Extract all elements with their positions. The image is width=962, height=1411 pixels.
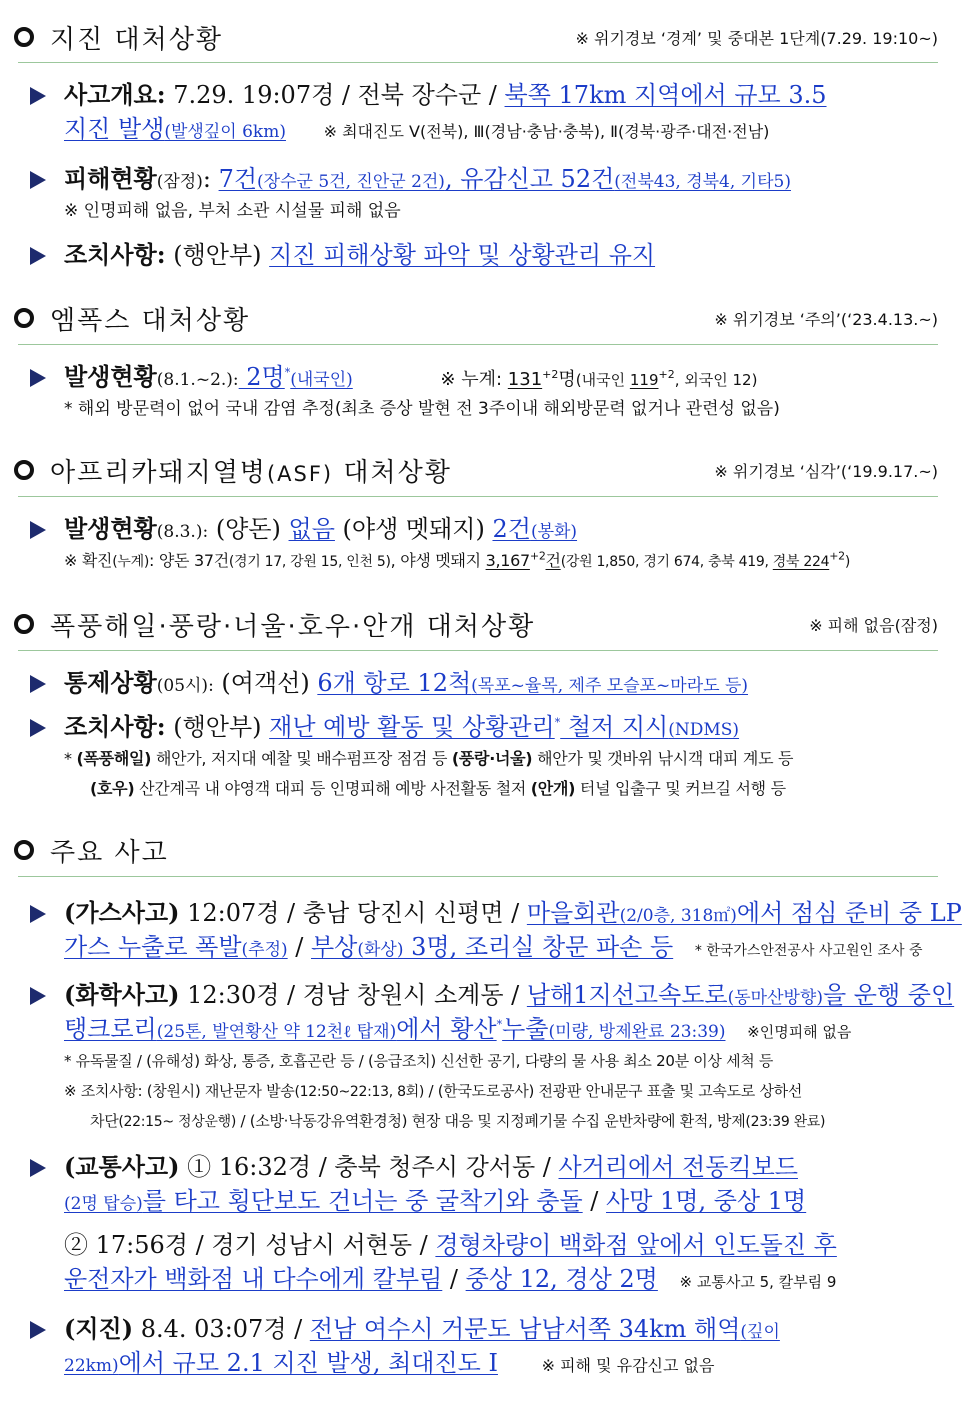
title-part: (ASF) [266, 461, 334, 486]
text-bold: (폭풍해일) [76, 749, 152, 768]
text-plain: / [442, 1265, 466, 1293]
item-chemical-accident [22, 978, 955, 1136]
section-note: ※ 위기경보 ‘심각’(‘19.9.17.~) [714, 461, 938, 481]
text-bold: (안개) [530, 779, 576, 798]
item-label: (화학사고) [64, 980, 180, 1009]
text-underlined: 131 [507, 369, 543, 390]
text-highlight: 지진 발생 [64, 115, 165, 143]
circle-bullet-icon [14, 614, 34, 634]
circle-bullet-icon [14, 460, 34, 480]
text-plain: / [582, 1187, 607, 1215]
text-plain: / (소방·낙동강유역환경청) 현장 대응 및 지정폐기물 수집 운반차량에 환적, 방제 [236, 1112, 746, 1130]
text-highlight: 에서 점심 준비 중 LP [736, 899, 962, 927]
sub-note [22, 774, 938, 804]
text-plain: ※ 확진 [64, 551, 113, 570]
item-label: 발생현황 [64, 362, 157, 391]
section-header-asf [14, 450, 938, 490]
text-highlight-small: (봉화) [530, 522, 578, 542]
text-bold: (호우) [90, 779, 135, 798]
text-plain: ② 17:56경 / 경기 성남시 서현동 / [64, 1231, 436, 1259]
count-note: ※ 교통사고 5, 칼부림 9 [679, 1273, 837, 1291]
text-line [22, 238, 938, 272]
text-small: (23:39 완료) [745, 1114, 826, 1130]
text-plain: (내국인 [575, 371, 630, 389]
text-highlight: , 유감신고 52건 [444, 165, 615, 193]
title-part: 아프리카돼지열병 [50, 457, 267, 488]
footnote-mark: * [554, 716, 561, 729]
text-highlight: 2건 [492, 515, 531, 543]
superscript: +2 [542, 368, 559, 381]
divider [18, 650, 938, 651]
section-header-mpox [14, 298, 938, 338]
casualty-note: ※인명피해 없음 [747, 1023, 852, 1041]
triangle-bullet-icon [30, 987, 46, 1005]
section-title: 폭풍해일·풍랑·너울·호우·안개 대처상황 [50, 611, 536, 642]
text-small: (22:15~ 정상운행) [118, 1114, 237, 1130]
text-highlight: 운전자가 백화점 내 다수에게 칼부림 [64, 1265, 443, 1293]
superscript: +2 [829, 549, 845, 563]
section-header-accidents [14, 830, 938, 870]
item-earthquake-damage [22, 162, 938, 226]
text-plain: ※ 조치사항: (창원시) 재난문자 발송 [64, 1082, 295, 1100]
text-plain: 12:07경 / 충남 당진시 신평면 / [179, 899, 527, 927]
footnote-mark: * [496, 1018, 503, 1031]
text-plain: / [287, 933, 311, 961]
text-highlight: 에서 황산 [396, 1015, 497, 1043]
sub-note [22, 1106, 938, 1136]
superscript: +2 [529, 549, 546, 563]
text-plain: , 야생 멧돼지 [390, 551, 486, 570]
triangle-bullet-icon [30, 1159, 46, 1177]
triangle-bullet-icon [30, 905, 46, 923]
text-highlight: 없음 [288, 515, 335, 543]
text-plain: : 양돈 37건 [149, 551, 229, 570]
section-note: ※ 피해 없음(잠정) [809, 615, 938, 635]
item-mpox-status [22, 360, 938, 424]
section-header-storm [14, 604, 938, 644]
text-highlight-small: (동마산방향) [727, 988, 823, 1008]
sub-note [22, 546, 938, 576]
triangle-bullet-icon [30, 675, 46, 693]
text-highlight-small: (깊이 [740, 1322, 780, 1342]
item-label-small: (8.3.): [156, 522, 209, 542]
text-plain: 12:30경 / 경남 창원시 소계동 / [179, 981, 527, 1009]
text-highlight-small: (미량, 방제완료 23:39) [548, 1022, 726, 1042]
sub-note [22, 744, 938, 774]
text-line [22, 930, 938, 964]
text-small: (경기 17, 강원 15, 인천 5) [228, 554, 391, 570]
text-highlight: 경형차량이 백화점 앞에서 인도돌진 후 [435, 1231, 837, 1259]
text-underlined: 건 [545, 551, 561, 570]
item-label: 사고개요: [64, 80, 166, 109]
item-asf-status [22, 512, 938, 576]
text-highlight-small: (2/0층, 318㎡) [619, 906, 737, 926]
text-plain: 7.29. 19:07경 / 전북 장수군 / [165, 81, 505, 109]
superscript: +2 [658, 368, 675, 381]
item-traffic-accident [22, 1150, 938, 1296]
text-highlight-small: (내국인) [290, 370, 353, 390]
text-plain: (행안부) [165, 713, 270, 741]
item-earthquake-summary [22, 78, 938, 146]
divider [18, 344, 938, 345]
text-line [22, 1312, 938, 1346]
text-plain: * [64, 749, 77, 768]
item-gas-accident [22, 896, 962, 964]
text-line [22, 78, 938, 112]
text-highlight: 를 타고 횡단보도 건너는 중 굴착기와 충돌 [142, 1187, 583, 1215]
item-label: 조치사항: [64, 712, 166, 741]
text-highlight-small: (목포~율목, 제주 모슬포~마라도 등) [471, 676, 749, 696]
divider [18, 496, 938, 497]
triangle-bullet-icon [30, 87, 46, 105]
text-highlight-small: (장수군 5건, 진안군 2건) [257, 172, 445, 192]
sub-note: * 해외 방문력이 없어 국내 감염 추정(최초 증상 발현 전 3주이내 해외방문력 없거나 관련성 없음) [64, 399, 780, 419]
text-underlined: 경북 224 [772, 554, 830, 570]
text-plain: / (한국도로공사) 전광판 안내문구 표출 및 고속도로 상하선 [424, 1082, 803, 1100]
text-small: (누계) [112, 554, 149, 570]
text-plain: (여객선) [213, 669, 318, 697]
text-highlight: 부상 [311, 933, 358, 961]
item-storm-control [22, 666, 938, 700]
section-title [50, 452, 452, 489]
triangle-bullet-icon [30, 521, 46, 539]
section-title: 엠폭스 대처상황 [50, 305, 251, 336]
text-highlight-small: (25톤, 발연황산 약 12천ℓ 탑재) [156, 1022, 397, 1042]
text-plain: (양돈) [208, 515, 289, 543]
text-line [22, 1184, 938, 1218]
text-highlight: 사거리에서 전동킥보드 [558, 1153, 798, 1181]
investigation-note: * 한국가스안전공사 사고원인 조사 중 [694, 943, 923, 959]
text-highlight-small: (발생깊이 6km) [164, 122, 286, 142]
text-highlight: 가스 누출로 폭발 [64, 933, 242, 961]
text-plain: 해안가, 저지대 예찰 및 배수펌프장 점검 등 [151, 749, 452, 768]
item-storm-action [22, 710, 938, 804]
text-highlight: 을 운행 중인 [822, 981, 955, 1009]
section-title: 주요 사고 [50, 837, 169, 868]
text-highlight: 전남 여수시 거문도 남남서쪽 34km 해역 [309, 1315, 741, 1343]
text-highlight-small: (전북43, 경북4, 기타5) [614, 172, 791, 192]
text-highlight: 북쪽 17km 지역에서 규모 3.5 [504, 81, 827, 109]
divider [18, 62, 938, 63]
text-highlight: 재난 예방 활동 및 상황관리 [269, 713, 555, 741]
text-line [22, 1346, 938, 1380]
item-earthquake-yeosu [22, 1312, 938, 1380]
text-line [22, 162, 938, 196]
item-label-small: (8.1.~2.): [156, 370, 239, 390]
text-plain: 명 [558, 369, 576, 390]
text-highlight: 남해1지선고속도로 [526, 981, 728, 1009]
text-underlined: 119 [629, 371, 659, 389]
text-plain: (야생 멧돼지) [334, 515, 493, 543]
section-header-earthquake [14, 17, 938, 57]
text-highlight: 7건 [218, 165, 258, 193]
text-highlight: 2명 [238, 363, 285, 391]
text-plain: ① 16:32경 / 충북 청주시 강서동 / [179, 1153, 559, 1181]
text-bold: (풍랑·너울) [451, 749, 533, 768]
text-highlight-small: (추정) [241, 940, 288, 960]
text-line [22, 978, 955, 1012]
triangle-bullet-icon [30, 247, 46, 265]
sub-note: ※ 인명피해 없음, 부처 소관 시설물 피해 없음 [64, 201, 401, 221]
triangle-bullet-icon [30, 171, 46, 189]
item-label: 통제상황 [64, 668, 157, 697]
triangle-bullet-icon [30, 369, 46, 387]
text-highlight: 지진 피해상황 파악 및 상황관리 유지 [269, 241, 656, 269]
text-line [22, 666, 938, 700]
text-line [22, 1012, 938, 1046]
text-plain: 차단 [90, 1112, 119, 1130]
item-label: (가스사고) [64, 898, 180, 927]
text-plain: (행안부) [165, 241, 270, 269]
text-line [22, 710, 938, 744]
cumulative-note [440, 369, 757, 390]
text-highlight-small: (화상) [357, 940, 404, 960]
item-label: (지진) [64, 1314, 134, 1343]
text-small: (강원 1,850, 경기 674, 충북 419, [560, 554, 773, 570]
text-highlight: 탱크로리 [64, 1015, 157, 1043]
text-highlight: 마을회관 [526, 899, 620, 927]
text-highlight: 에서 규모 2.1 지진 발생, 최대진도 Ⅰ [118, 1349, 498, 1377]
title-part: 대처상황 [333, 457, 452, 488]
text-plain: ※ 누계: [440, 369, 508, 390]
text-highlight: 6개 항로 12척 [317, 669, 472, 697]
text-line [22, 512, 938, 546]
item-label: (교통사고) [64, 1152, 180, 1181]
item-label: 발생현황 [64, 514, 157, 543]
text-highlight: 사망 1명, 중상 1명 [606, 1187, 807, 1215]
section-note: ※ 위기경보 ‘주의’(‘23.4.13.~) [714, 309, 938, 329]
text-plain: 해안가 및 갯바위 낚시객 대피 계도 등 [532, 749, 794, 768]
section-title: 지진 대처상황 [50, 24, 223, 55]
item-label-small: (잠정) [156, 172, 203, 192]
text-line [22, 360, 938, 394]
text-line [22, 1228, 938, 1262]
triangle-bullet-icon [30, 719, 46, 737]
footnote-mark: * [284, 366, 291, 379]
text-plain: , 외국인 12) [674, 371, 758, 389]
text-highlight: 3명, 조리실 창문 파손 등 [403, 933, 674, 961]
circle-bullet-icon [14, 27, 34, 47]
text-plain: : [202, 165, 219, 193]
section-note: ※ 위기경보 ‘경계’ 및 중대본 1단계(7.29. 19:10~) [575, 28, 938, 48]
divider [18, 876, 938, 877]
item-label: 조치사항: [64, 240, 166, 269]
text-highlight-small: (NDMS) [668, 720, 740, 740]
text-underlined: 3,167 [485, 551, 530, 570]
text-small: ) [844, 554, 850, 570]
triangle-bullet-icon [30, 1321, 46, 1339]
text-plain: 8.4. 03:07경 / [133, 1315, 310, 1343]
text-plain: 산간계곡 내 야영객 대피 등 인명피해 예방 사전활동 철저 [134, 779, 531, 798]
item-earthquake-action [22, 238, 938, 272]
no-damage-note: ※ 피해 및 유감신고 없음 [541, 1356, 715, 1375]
circle-bullet-icon [14, 308, 34, 328]
text-plain: 터널 입출구 및 커브길 서행 등 [575, 779, 786, 798]
text-highlight-small: 22km) [64, 1356, 119, 1376]
item-label: 피해현황 [64, 164, 157, 193]
sub-note: * 유독물질 / (유해성) 화상, 통증, 호흡곤란 등 / (응급조치) 신선한 공기, 다량의 물 사용 최소 20분 이상 세척 등 [64, 1052, 774, 1070]
text-highlight: 중상 12, 경상 2명 [465, 1265, 658, 1293]
text-line [22, 112, 938, 146]
text-line [22, 1262, 938, 1296]
text-line [22, 896, 962, 930]
text-highlight: 누출 [502, 1015, 549, 1043]
text-highlight: 철저 지시 [560, 713, 669, 741]
text-small: (12:50~22:13, 8회) [294, 1084, 425, 1100]
intensity-note: ※ 최대진도 Ⅴ(전북), Ⅲ(경남·충남·충북), Ⅱ(경북·광주·대전·전남) [323, 122, 770, 141]
item-label-small: (05시): [156, 676, 214, 696]
text-highlight-small: (2명 탑승) [64, 1194, 143, 1214]
text-line [22, 1150, 938, 1184]
circle-bullet-icon [14, 840, 34, 860]
sub-note [22, 1076, 938, 1106]
